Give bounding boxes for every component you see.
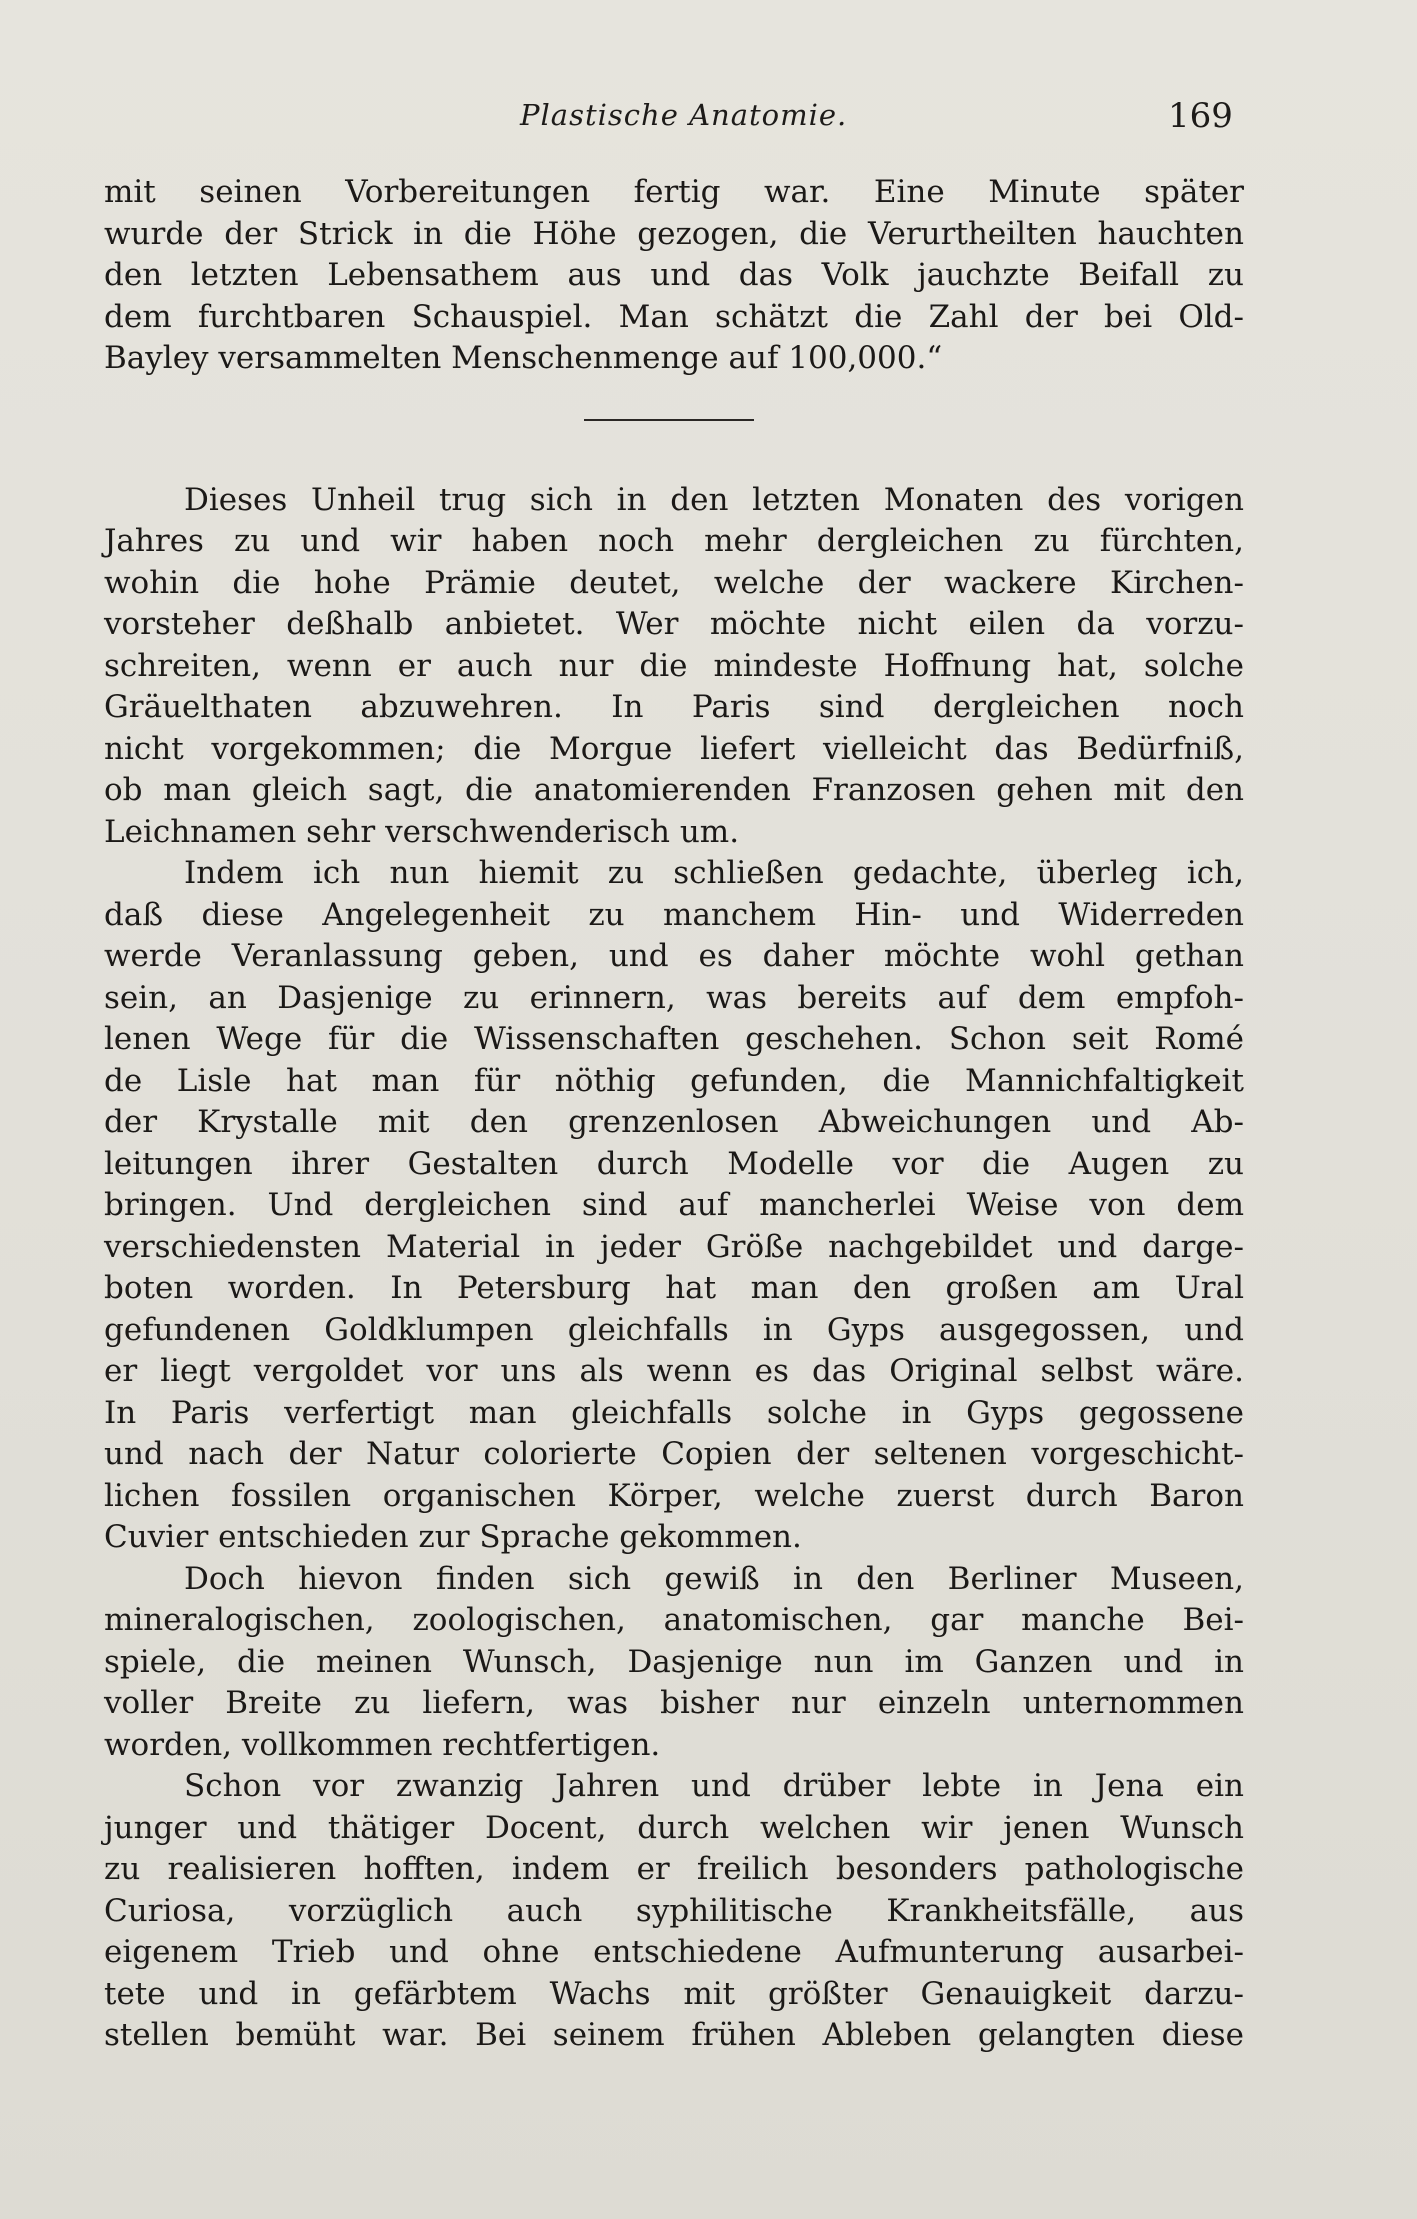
text-line: den letzten Lebensathem aus und das Volk jauchzte Beifall zu: [104, 257, 1244, 293]
text-line: Dieses Unheil trug sich in den letzten Monaten des vorigen: [184, 481, 1244, 518]
text-line: Doch hievon finden sich gewiß in den Berliner Museen,: [184, 1560, 1244, 1597]
paragraph: [104, 480, 1244, 854]
text-line: mit seinen Vorbereitungen fertig war. Eine Minute später: [104, 174, 1244, 210]
text-line: Leichnamen sehr verschwenderisch um.: [104, 813, 740, 850]
text-line: sein, an Dasjenige zu erinnern, was bereits auf dem empfoh-: [104, 979, 1244, 1016]
paragraph: [104, 1766, 1244, 2057]
text-line: dem furchtbaren Schauspiel. Man schätzt die Zahl der bei Old-: [104, 298, 1244, 335]
text-line: wohin die hohe Prämie deutet, welche der wackere Kirchen-: [104, 564, 1244, 601]
text-line: Jahres zu und wir haben noch mehr dergleichen zu fürchten,: [104, 523, 1244, 559]
text-line: schreiten, wenn er auch nur die mindeste Hoffnung hat, solche: [104, 647, 1244, 684]
running-title: Plastische Anatomie.: [520, 98, 848, 132]
text-line: gefundenen Goldklumpen gleichfalls in Gyps ausgegossen, und: [104, 1311, 1244, 1348]
text-line: tete und in gefärbtem Wachs mit größter Genauigkeit darzu-: [104, 1975, 1244, 2012]
running-head: [0, 96, 1417, 140]
text-block: [104, 172, 1244, 2057]
text-line: wurde der Strick in die Höhe gezogen, die Verurtheilten hauchten: [104, 215, 1244, 252]
text-line: er liegt vergoldet vor uns als wenn es das Original selbst wäre.: [104, 1353, 1244, 1389]
text-line: Cuvier entschieden zur Sprache gekommen.: [104, 1519, 802, 1555]
text-line: eigenem Trieb und ohne entschiedene Aufmunterung ausarbei-: [104, 1934, 1244, 1970]
text-line: werde Veranlassung geben, und es daher möchte wohl gethan: [104, 938, 1244, 974]
text-line: stellen bemüht war. Bei seinem frühen Ableben gelangten diese: [104, 2017, 1244, 2053]
text-line: leitungen ihrer Gestalten durch Modelle vor die Augen zu: [104, 1145, 1244, 1182]
section-divider: [584, 419, 754, 421]
text-line: und nach der Natur colorierte Copien der seltenen vorgeschicht-: [104, 1436, 1244, 1472]
text-line: Curiosa, vorzüglich auch syphilitische Krankheitsfälle, aus: [104, 1892, 1244, 1929]
text-line: junger und thätiger Docent, durch welchen wir jenen Wunsch: [104, 1809, 1244, 1846]
text-line: bringen. Und dergleichen sind auf mancherlei Weise von dem: [104, 1187, 1244, 1223]
text-line: mineralogischen, zoologischen, anatomischen, gar manche Bei-: [104, 1602, 1244, 1638]
paragraph: [104, 172, 1244, 380]
text-line: Indem ich nun hiemit zu schließen gedachte, überleg ich,: [184, 855, 1244, 891]
text-line: ob man gleich sagt, die anatomierenden Franzosen gehen mit den: [104, 772, 1244, 808]
paragraph: [104, 853, 1244, 1559]
text-line: spiele, die meinen Wunsch, Dasjenige nun im Ganzen und in: [104, 1643, 1244, 1680]
text-line: de Lisle hat man für nöthig gefunden, die Mannichfaltigkeit: [104, 1062, 1244, 1099]
text-line: voller Breite zu liefern, was bisher nur einzeln unternommen: [104, 1685, 1244, 1721]
section-divider-row: [104, 380, 1244, 480]
text-line: daß diese Angelegenheit zu manchem Hin- und Widerreden: [104, 896, 1244, 933]
text-line: Schon vor zwanzig Jahren und drüber lebte in Jena ein: [184, 1768, 1244, 1804]
text-line: lenen Wege für die Wissenschaften geschehen. Schon seit Romé: [104, 1021, 1244, 1057]
page-number: 169: [1168, 96, 1233, 136]
text-line: verschiedensten Material in jeder Größe nachgebildet und darge-: [104, 1228, 1244, 1265]
text-line: nicht vorgekommen; die Morgue liefert vielleicht das Bedürfniß,: [104, 730, 1244, 767]
text-line: lichen fossilen organischen Körper, welche zuerst durch Baron: [104, 1477, 1244, 1514]
text-line: der Krystalle mit den grenzenlosen Abweichungen und Ab-: [104, 1104, 1244, 1140]
text-line: vorsteher deßhalb anbietet. Wer möchte nicht eilen da vorzu-: [104, 606, 1244, 642]
text-line: worden, vollkommen rechtfertigen.: [104, 1726, 661, 1763]
text-line: zu realisieren hofften, indem er freilich besonders pathologische: [104, 1851, 1244, 1887]
text-line: Bayley versammelten Menschenmenge auf 100,000.“: [104, 340, 943, 376]
text-line: In Paris verfertigt man gleichfalls solche in Gyps gegossene: [104, 1394, 1244, 1431]
text-line: Gräuelthaten abzuwehren. In Paris sind dergleichen noch: [104, 689, 1244, 725]
paragraph: [104, 1559, 1244, 1767]
text-line: boten worden. In Petersburg hat man den großen am Ural: [104, 1270, 1244, 1306]
